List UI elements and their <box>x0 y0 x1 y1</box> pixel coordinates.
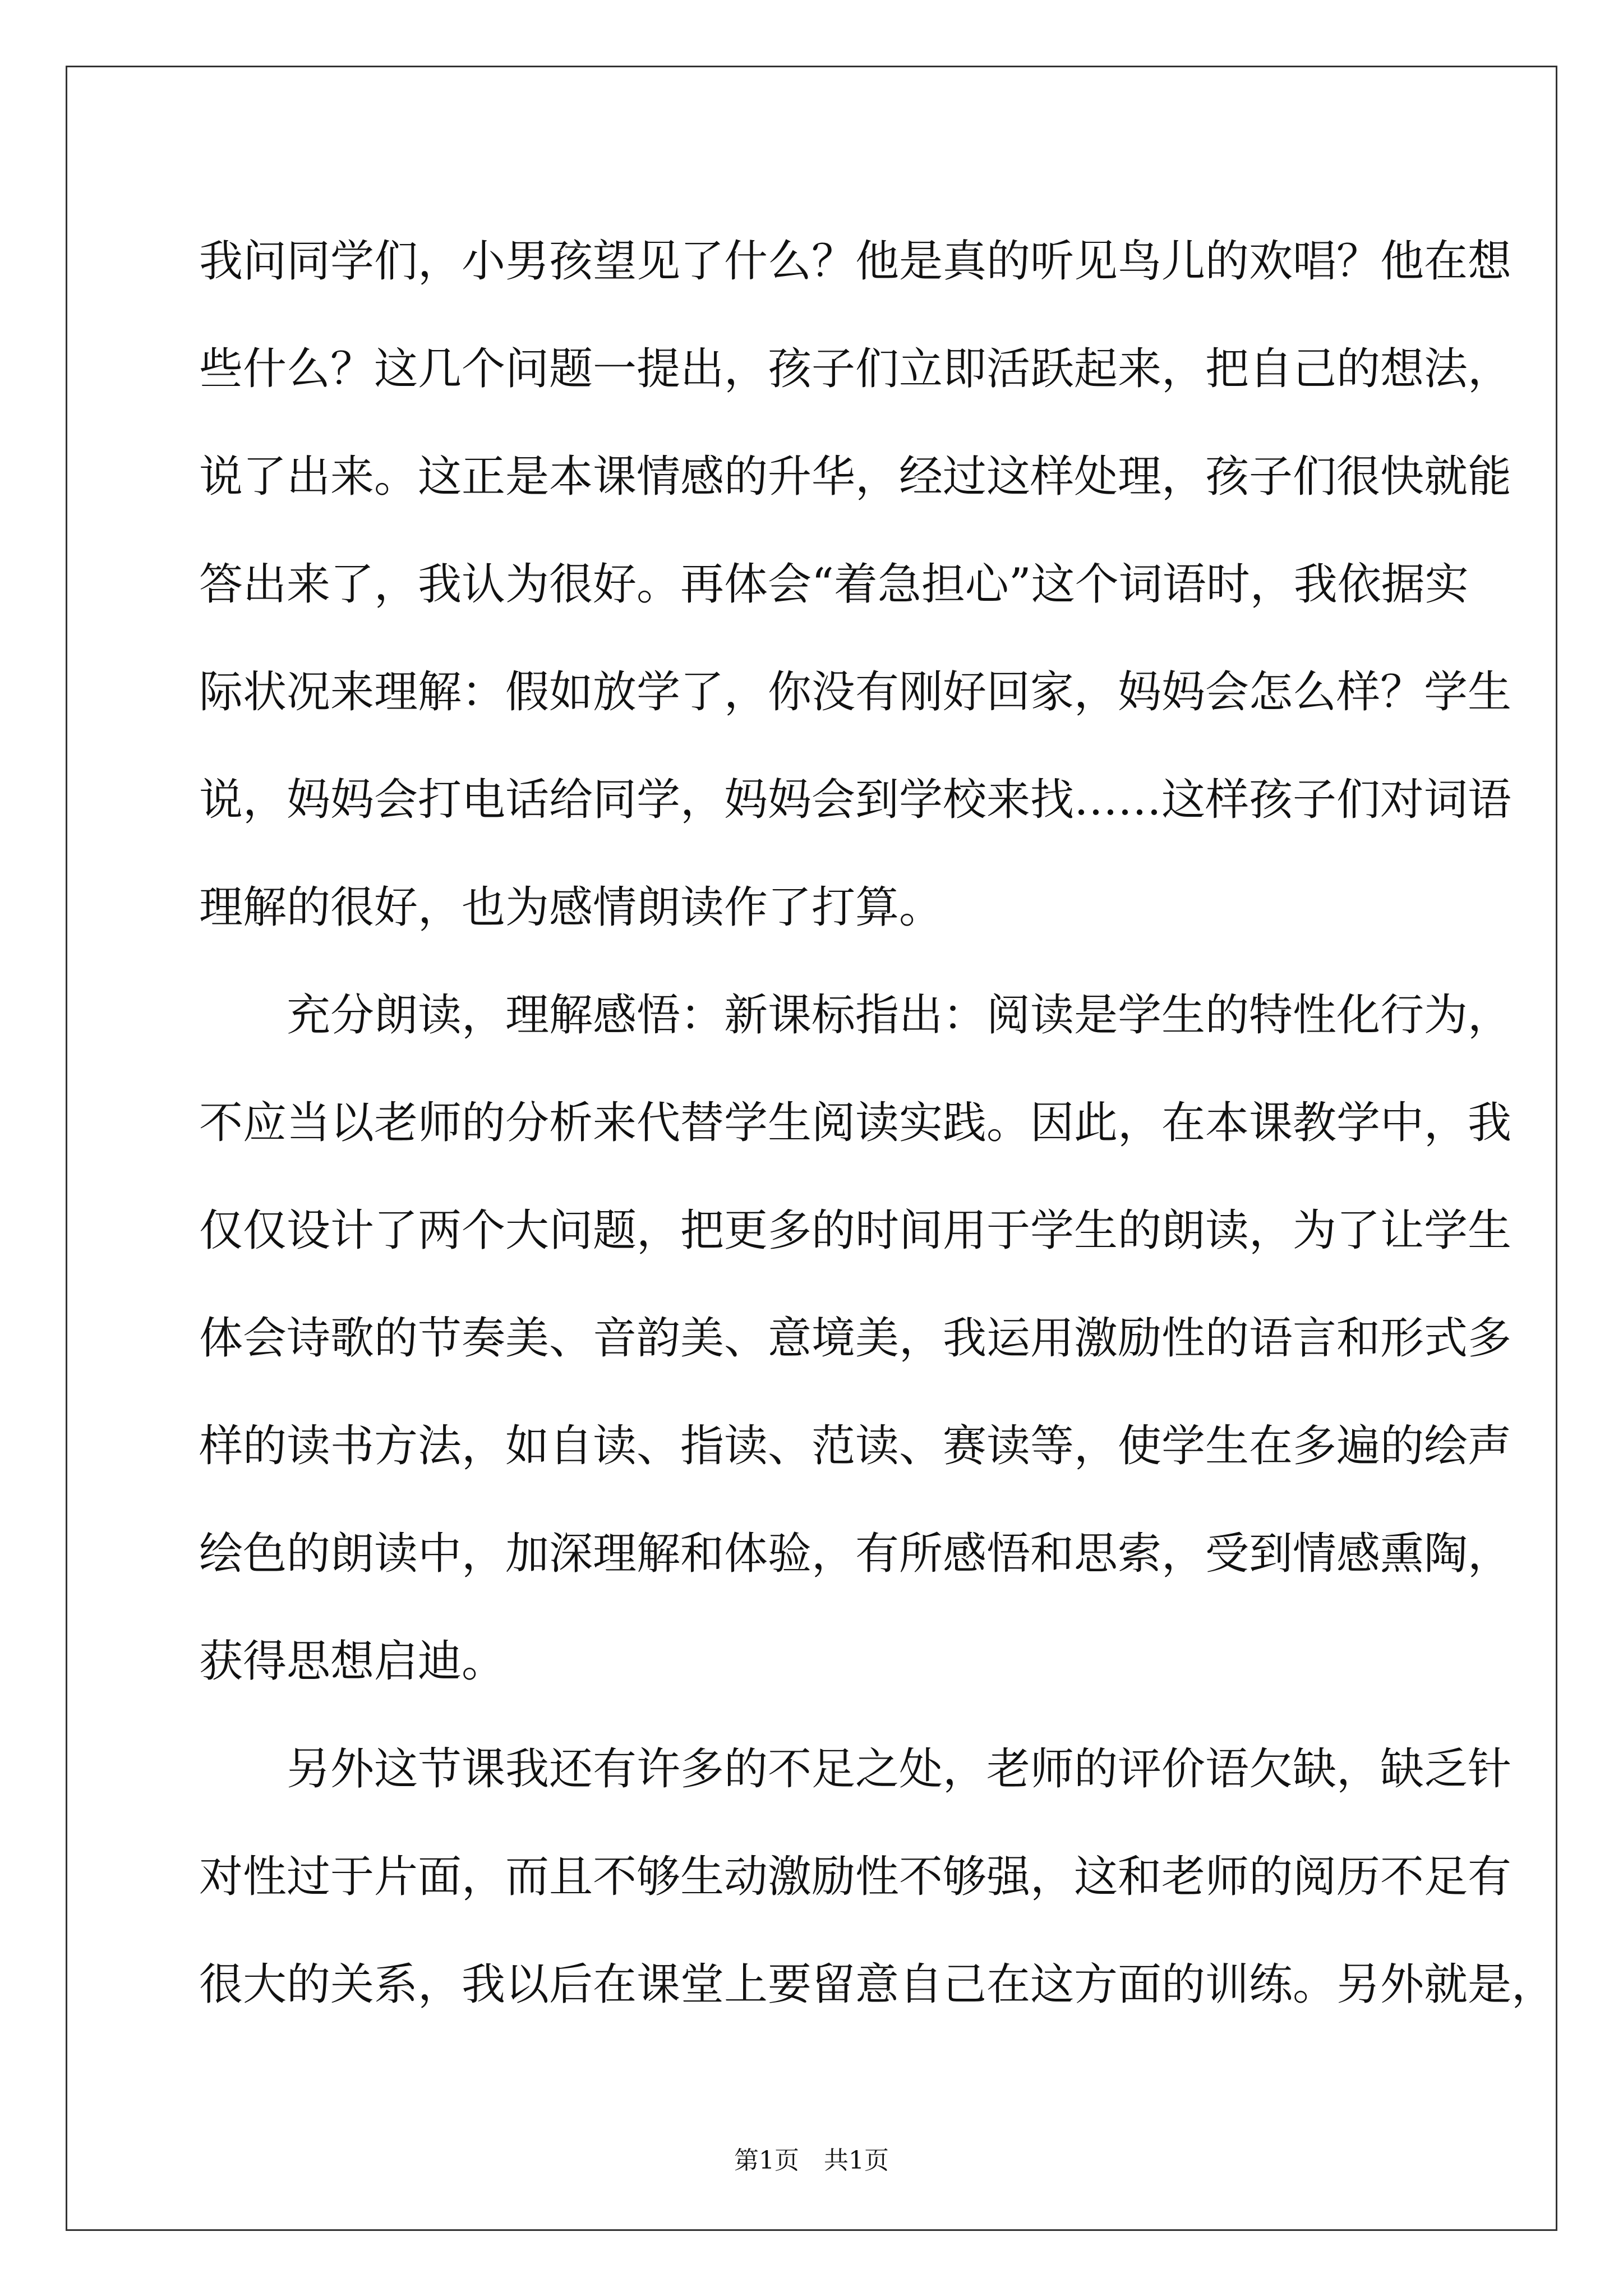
text-line: 充分朗读，理解感悟：新课标指出：阅读是学生的特性化行为， <box>287 990 1512 1041</box>
paragraph-3 <box>199 1715 1556 2039</box>
text-line: 很大的关系，我以后在课堂上要留意自己在这方面的训练。另外就是， <box>199 1959 1556 2010</box>
text-line: 仅仅设计了两个大问题，把更多的时间用于学生的朗读，为了让学生 <box>199 1205 1512 1256</box>
text-line: 对性过于片面，而且不够生动激励性不够强，这和老师的阅历不足有 <box>199 1852 1512 1902</box>
document-body <box>199 208 1556 2039</box>
paragraph-2 <box>199 961 1512 1715</box>
page-number-footer: 第1页 共1页 <box>734 2146 889 2175</box>
text-line: 另外这节课我还有许多的不足之处，老师的评价语欠缺，缺乏针 <box>287 1744 1512 1795</box>
text-line: 我问同学们，小男孩望见了什么？他是真的听见鸟儿的欢唱？他在想 <box>199 236 1512 287</box>
text-line: 说，妈妈会打电话给同学，妈妈会到学校来找……这样孩子们对词语 <box>199 775 1512 825</box>
text-line: 绘色的朗读中，加深理解和体验，有所感悟和思索，受到情感熏陶， <box>199 1529 1512 1579</box>
text-line: 际状况来理解：假如放学了，你没有刚好回家，妈妈会怎么样？学生 <box>199 667 1512 717</box>
text-line: 体会诗歌的节奏美、音韵美、意境美，我运用激励性的语言和形式多 <box>199 1313 1512 1364</box>
text-line: 理解的很好，也为感情朗读作了打算。 <box>199 882 943 933</box>
text-line: 答出来了，我认为很好。再体会“着急担心”这个词语时，我依据实 <box>199 559 1469 610</box>
text-line: 说了出来。这正是本课情感的升华，经过这样处理，孩子们很快就能 <box>199 452 1512 502</box>
paragraph-1 <box>199 208 1512 961</box>
text-line: 些什么？这几个问题一提出，孩子们立即活跃起来，把自己的想法， <box>199 344 1512 394</box>
text-line: 不应当以老师的分析来代替学生阅读实践。因此，在本课教学中，我 <box>199 1098 1512 1148</box>
text-line: 样的读书方法，如自读、指读、范读、赛读等，使学生在多遍的绘声 <box>199 1421 1512 1471</box>
text-line: 获得思想启迪。 <box>199 1636 506 1687</box>
